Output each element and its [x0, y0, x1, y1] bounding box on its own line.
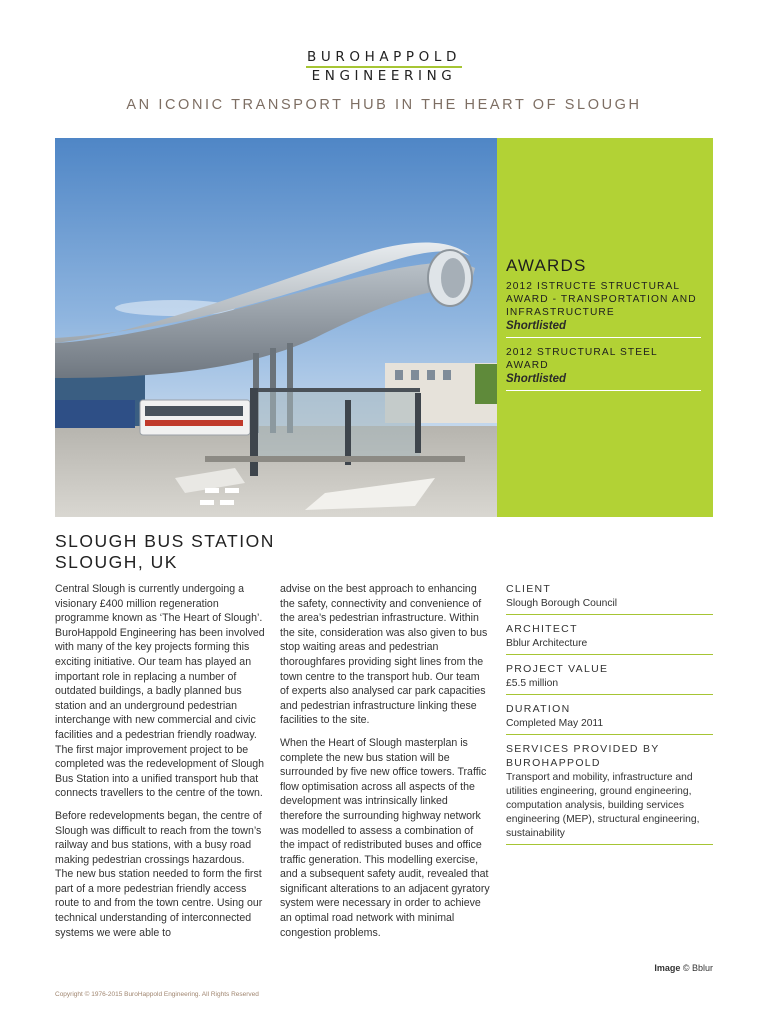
- award-name: 2012 ISTRUCTE STRUCTURAL AWARD - TRANSPORTATION AND INFRASTRUCTURE: [506, 281, 697, 318]
- info-value: Slough Borough Council: [506, 598, 618, 609]
- credit-label: Image: [654, 963, 681, 973]
- info-services: [506, 742, 713, 845]
- info-project-value: [506, 662, 713, 695]
- info-duration: [506, 702, 713, 735]
- info-value: Completed May 2011: [506, 718, 604, 729]
- info-client: [506, 582, 713, 615]
- project-location: SLOUGH, UK: [55, 552, 178, 572]
- award-item: [506, 280, 701, 338]
- project-info-list: [506, 582, 713, 852]
- award-status: Shortlisted: [506, 373, 567, 385]
- awards-heading: AWARDS: [506, 256, 587, 275]
- award-status: Shortlisted: [506, 320, 567, 332]
- info-label: CLIENT: [506, 583, 552, 595]
- body-column-2: [280, 582, 490, 948]
- body-column-1: [55, 582, 265, 948]
- company-logo: [0, 50, 768, 84]
- info-label: PROJECT VALUE: [506, 663, 609, 675]
- info-label: ARCHITECT: [506, 623, 578, 635]
- copyright-footer: Copyright © 1976-2015 BuroHappold Engineering. All Rights Reserved: [55, 991, 259, 998]
- logo-text-line1: BUROHAPPOLD: [307, 49, 461, 65]
- body-paragraph: Central Slough is currently undergoing a visionary £400 million regeneration programme known as ‘The Heart of Slough’. BuroHappold Engineering has been involved with many of the key projects forming this exciting initiative. Our team has played an important role in replacing a number of outdated buildings, a badly planned bus station and an underground pedestrian interchange with new commercial and civic facilities and a pedestrian friendly roadway. The first major improvement project to be completed was the redevelopment of Slough Bus Station into a unified transport hub that connects travellers to the centre of the town.: [55, 583, 265, 800]
- credit-value: © Bblur: [682, 963, 713, 973]
- body-paragraph: advise on the best approach to enhancing the safety, connectivity and convenience of the area’s pedestrian infrastructure. Within the site, consideration was also given to bus stop waiting areas and pedestrian thoroughfares providing sight lines from the town centre to the transport hub. Our team of experts also analysed car park capacities and pedestrian infrastructure linking these facilities to the site.: [280, 583, 488, 727]
- image-credit: [600, 963, 713, 973]
- info-architect: [506, 622, 713, 655]
- award-name: 2012 STRUCTURAL STEEL AWARD: [506, 347, 658, 371]
- bus-station-photo: [55, 138, 497, 517]
- logo-text-line2: ENGINEERING: [311, 68, 457, 84]
- body-paragraph: Before redevelopments began, the centre of Slough was difficult to reach from the town’s railway and bus stations, with a busy road making pedestrian crossings hazardous. The new bus station needed to form the first part of a more pedestrian friendly access route to and from the town centre. Using our technical understanding of interconnected systems we were able to: [55, 809, 263, 939]
- body-paragraph: When the Heart of Slough masterplan is complete the new bus station will be surrounded by five new office towers. Traffic flow optimisation across all aspects of the development was intrinsically linked therefore the surrounding highway network was modelled to assess a combination of the impact of redistributed buses and office traffic generation. This modelling exercise, and a subsequent safety audit, revealed that significant alterations to an adjacent gyratory system were necessary in order to achieve an optimal road network with minimal congestion problems.: [280, 736, 490, 939]
- info-label: DURATION: [506, 703, 571, 715]
- info-value: £5.5 million: [506, 678, 559, 689]
- project-name: SLOUGH BUS STATION: [55, 531, 275, 551]
- awards-panel: [497, 138, 713, 517]
- info-value: Bblur Architecture: [506, 638, 588, 649]
- info-value: Transport and mobility, infrastructure and utilities engineering, ground engineering, computation analysis, building services engineering (MEP), structural engineering, sustainability: [506, 772, 700, 839]
- info-label: SERVICES PROVIDED BY BUROHAPPOLD: [506, 743, 660, 769]
- award-item: [506, 346, 701, 391]
- project-title: [55, 531, 275, 573]
- page-tagline: AN ICONIC TRANSPORT HUB IN THE HEART OF SLOUGH: [126, 97, 642, 113]
